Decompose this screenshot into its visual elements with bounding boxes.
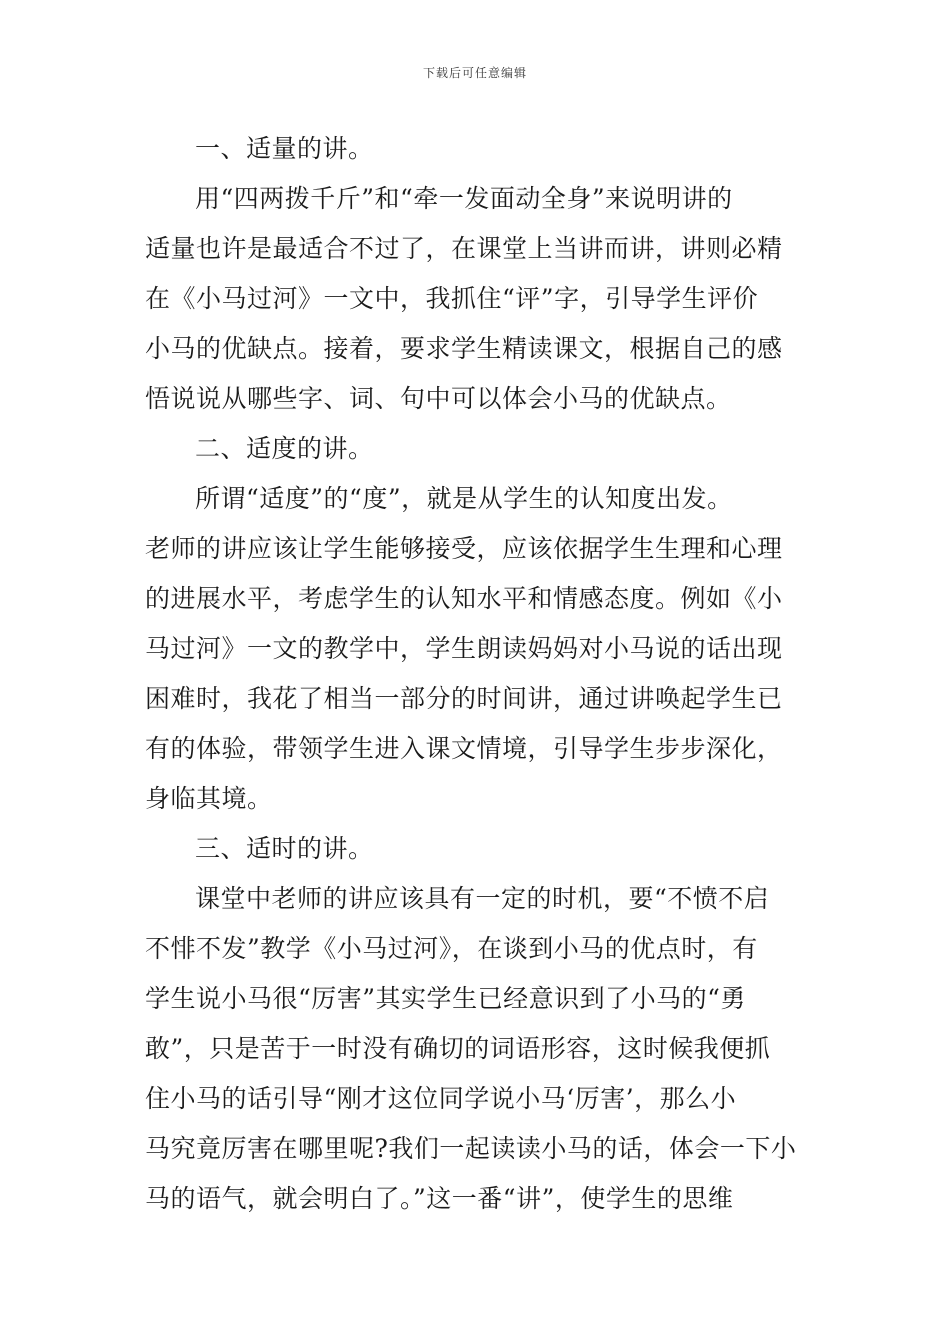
paragraph-line: 身临其境。 bbox=[145, 784, 273, 813]
paragraph-line: 小马的优缺点。接着，要求学生精读课文，根据自己的感 bbox=[145, 334, 783, 363]
paragraph-line: 课堂中老师的讲应该具有一定的时机，要“不愤不启 bbox=[195, 884, 770, 913]
paragraph-line: 马的语气，就会明白了。”这一番“讲”，使学生的思维 bbox=[145, 1184, 734, 1213]
section-heading-2: 二、适度的讲。 bbox=[195, 434, 374, 463]
paragraph-line: 不悱不发”教学《小马过河》，在谈到小马的优点时，有 bbox=[145, 934, 758, 963]
paragraph-line: 的进展水平，考虑学生的认知水平和情感态度。例如《小 bbox=[145, 584, 783, 613]
paragraph-line: 适量也许是最适合不过了，在课堂上当讲而讲，讲则必精 bbox=[145, 234, 783, 263]
document-body bbox=[145, 124, 805, 1224]
paragraph-line: 有的体验，带领学生进入课文情境，引导学生步步深化， bbox=[145, 734, 783, 763]
paragraph-line: 敢”，只是苦于一时没有确切的词语形容，这时候我便抓 bbox=[145, 1034, 771, 1063]
paragraph-line: 所谓“适度”的“度”，就是从学生的认知度出发。 bbox=[195, 484, 733, 513]
paragraph-line: 困难时，我花了相当一部分的时间讲，通过讲唤起学生已 bbox=[145, 684, 783, 713]
page-header-note: 下载后可任意编辑 bbox=[422, 66, 527, 80]
paragraph-line: 悟说说从哪些字、词、句中可以体会小马的优缺点。 bbox=[145, 384, 732, 413]
paragraph-line: 马过河》一文的教学中，学生朗读妈妈对小马说的话出现 bbox=[145, 634, 783, 663]
paragraph-line: 住小马的话引导“刚才这位同学说小马‘厉害’，那么小 bbox=[145, 1084, 737, 1113]
section-heading-1: 一、适量的讲。 bbox=[195, 134, 374, 163]
paragraph-line: 用“四两拨千斤”和“牵一发面动全身”来说明讲的 bbox=[195, 184, 733, 213]
section-heading-3: 三、适时的讲。 bbox=[195, 834, 374, 863]
paragraph-line: 老师的讲应该让学生能够接受，应该依据学生生理和心理 bbox=[145, 534, 783, 563]
paragraph-line: 学生说小马很“厉害”其实学生已经意识到了小马的“勇 bbox=[145, 984, 746, 1013]
paragraph-line: 马究竟厉害在哪里呢?我们一起读读小马的话，体会一下小 bbox=[145, 1134, 797, 1163]
paragraph-line: 在《小马过河》一文中，我抓住“评”字，引导学生评价 bbox=[145, 284, 759, 313]
